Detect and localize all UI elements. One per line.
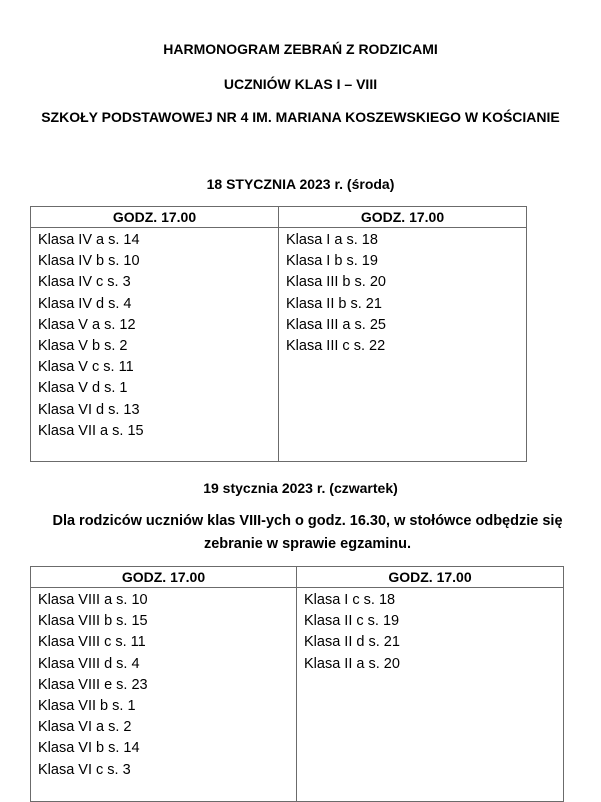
class-room-entry: Klasa III b s. 20: [286, 274, 386, 291]
class-list: [297, 588, 563, 675]
class-room-entry: Klasa VIII e s. 23: [38, 676, 148, 693]
class-list-cell: [297, 588, 564, 802]
class-room-entry: Klasa V d s. 1: [38, 380, 128, 397]
class-room-entry: Klasa I b s. 19: [286, 253, 378, 270]
column-header: GODZ. 17.00: [31, 207, 279, 228]
table-row: [31, 228, 527, 462]
school-name: SZKOŁY PODSTAWOWEJ NR 4 IM. MARIANA KOSZEWSKIEGO W KOŚCIANIE: [41, 109, 560, 125]
class-room-entry: Klasa IV c s. 3: [38, 274, 131, 291]
class-room-entry: Klasa V a s. 12: [38, 316, 136, 333]
class-room-entry: Klasa VI c s. 3: [38, 761, 131, 778]
class-list-cell: [31, 228, 279, 462]
table-row: [31, 588, 564, 802]
class-room-entry: Klasa II c s. 19: [304, 613, 400, 630]
meeting2-schedule-table: [30, 566, 564, 802]
table-header-row: [31, 567, 564, 588]
class-room-entry: Klasa VIII a s. 10: [38, 592, 148, 608]
class-room-entry: Klasa IV b s. 10: [38, 253, 140, 270]
class-room-entry: Klasa I c s. 18: [304, 592, 396, 608]
table-header-row: [31, 207, 527, 228]
meeting2-notice: Dla rodziców uczniów klas VIII-ych o godz. 16.30, w stołówce odbędzie się zebranie w sprawie egzaminu.: [52, 513, 563, 552]
column-header: GODZ. 17.00: [31, 567, 297, 588]
class-room-entry: Klasa III a s. 25: [286, 316, 386, 333]
meeting2-date: 19 stycznia 2023 r. (czwartek): [203, 480, 398, 496]
class-room-entry: Klasa VIII b s. 15: [38, 613, 148, 630]
class-room-entry: Klasa II d s. 21: [304, 634, 400, 651]
class-room-entry: Klasa IV a s. 14: [38, 232, 140, 248]
class-list: [31, 228, 278, 442]
class-list: [31, 588, 296, 781]
class-room-entry: Klasa VII a s. 15: [38, 422, 144, 439]
class-room-entry: Klasa VIII c s. 11: [38, 634, 146, 651]
class-room-entry: Klasa II a s. 20: [304, 655, 400, 672]
class-room-entry: Klasa VII b s. 1: [38, 698, 136, 715]
class-room-entry: Klasa V c s. 11: [38, 359, 134, 376]
class-room-entry: Klasa III c s. 22: [286, 338, 386, 355]
document-title: HARMONOGRAM ZEBRAŃ Z RODZICAMI: [163, 41, 438, 57]
class-room-entry: Klasa I a s. 18: [286, 232, 378, 248]
column-header: GODZ. 17.00: [297, 567, 564, 588]
column-header: GODZ. 17.00: [279, 207, 527, 228]
meeting1-date: 18 STYCZNIA 2023 r. (środa): [206, 176, 395, 192]
class-room-entry: Klasa VI b s. 14: [38, 740, 140, 757]
class-list-cell: [279, 228, 527, 462]
class-list: [279, 228, 526, 357]
class-list-cell: [31, 588, 297, 802]
class-room-entry: Klasa VI a s. 2: [38, 719, 132, 736]
meeting1-schedule-table: [30, 206, 527, 462]
class-room-entry: Klasa II b s. 21: [286, 295, 382, 312]
class-room-entry: Klasa VIII d s. 4: [38, 655, 140, 672]
class-room-entry: Klasa V b s. 2: [38, 338, 128, 355]
document-subtitle: UCZNIÓW KLAS I – VIII: [223, 76, 378, 92]
class-room-entry: Klasa IV d s. 4: [38, 295, 132, 312]
class-room-entry: Klasa VI d s. 13: [38, 401, 140, 418]
